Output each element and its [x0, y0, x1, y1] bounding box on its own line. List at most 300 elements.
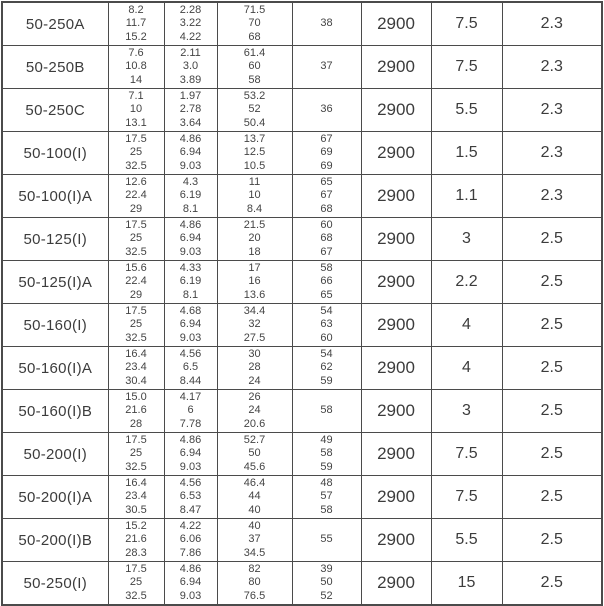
cell-value: 69 — [320, 146, 333, 159]
value-stack — [218, 476, 292, 518]
value-stack — [109, 519, 164, 561]
cell-value: 53.2 — [243, 89, 266, 102]
efficiency-cell — [292, 476, 361, 519]
head-cell — [217, 347, 292, 390]
power-cell: 5.5 — [431, 89, 502, 132]
cell-value: 30.4 — [125, 374, 147, 387]
cell-value: 69 — [320, 159, 333, 172]
cell-value: 59 — [320, 460, 333, 473]
cell-value: 7.6 — [128, 46, 144, 59]
model-cell: 50-200(I)B — [2, 519, 108, 562]
cell-value: 61.4 — [243, 46, 266, 59]
flow-ls-cell — [164, 132, 217, 175]
cell-value: 24 — [248, 374, 261, 387]
speed-cell: 2900 — [361, 218, 431, 261]
value-stack — [293, 132, 361, 174]
cell-value: 8.47 — [179, 503, 202, 516]
cell-value: 10.5 — [243, 159, 266, 172]
efficiency-cell — [292, 2, 361, 46]
value-stack — [293, 433, 361, 475]
cell-value: 8.44 — [179, 374, 202, 387]
power-cell: 3 — [431, 390, 502, 433]
cell-value: 49 — [320, 433, 333, 446]
head-cell — [217, 476, 292, 519]
cell-value: 6.5 — [182, 361, 199, 374]
value-stack — [165, 476, 217, 518]
table-row — [2, 46, 602, 89]
cell-value: 17 — [248, 261, 261, 274]
cell-value: 4.86 — [179, 132, 202, 145]
cell-value: 52.7 — [243, 433, 266, 446]
cell-value: 60 — [320, 331, 333, 344]
value-stack — [109, 562, 164, 604]
value-stack — [109, 218, 164, 260]
value-stack — [109, 46, 164, 88]
value-stack — [109, 304, 164, 346]
cell-value: 38 — [320, 17, 333, 30]
flow-ls-cell — [164, 519, 217, 562]
cell-value: 6.06 — [179, 533, 202, 546]
table-row — [2, 261, 602, 304]
flow-ls-cell — [164, 433, 217, 476]
cell-value: 22.4 — [125, 189, 147, 202]
cell-value: 17.5 — [125, 562, 147, 575]
cell-value: 65 — [320, 288, 333, 301]
npsh-cell: 2.5 — [502, 476, 602, 519]
cell-value: 32.5 — [125, 460, 147, 473]
cell-value: 9.03 — [179, 460, 202, 473]
cell-value: 4.86 — [179, 433, 202, 446]
flow-ls-cell — [164, 2, 217, 46]
cell-value: 48 — [320, 476, 333, 489]
cell-value: 12.6 — [125, 175, 147, 188]
value-stack — [218, 46, 292, 88]
value-stack — [165, 3, 217, 45]
cell-value: 30 — [248, 347, 261, 360]
cell-value: 2.28 — [179, 3, 202, 16]
cell-value: 60 — [248, 60, 261, 73]
value-stack — [109, 89, 164, 131]
cell-value: 15.2 — [125, 519, 147, 532]
cell-value: 6.19 — [179, 275, 202, 288]
cell-value: 13.7 — [243, 132, 266, 145]
cell-value: 13.6 — [243, 288, 266, 301]
cell-value: 50 — [320, 576, 333, 589]
head-cell — [217, 562, 292, 606]
value-stack — [293, 175, 361, 217]
value-stack — [293, 89, 361, 131]
power-cell: 5.5 — [431, 519, 502, 562]
table-row — [2, 89, 602, 132]
speed-cell: 2900 — [361, 89, 431, 132]
head-cell — [217, 304, 292, 347]
cell-value: 3.64 — [179, 116, 202, 129]
npsh-cell: 2.5 — [502, 519, 602, 562]
value-stack — [109, 132, 164, 174]
value-stack — [165, 132, 217, 174]
cell-value: 4.22 — [179, 30, 202, 43]
flow-m3h-cell — [108, 89, 164, 132]
table-row — [2, 347, 602, 390]
flow-ls-cell — [164, 261, 217, 304]
efficiency-cell — [292, 304, 361, 347]
power-cell: 7.5 — [431, 476, 502, 519]
value-stack — [165, 519, 217, 561]
cell-value: 37 — [248, 533, 261, 546]
flow-ls-cell — [164, 46, 217, 89]
cell-value: 39 — [320, 562, 333, 575]
cell-value: 6.94 — [179, 318, 202, 331]
npsh-cell: 2.3 — [502, 132, 602, 175]
value-stack — [165, 46, 217, 88]
cell-value: 50 — [248, 447, 261, 460]
speed-cell: 2900 — [361, 347, 431, 390]
cell-value: 58 — [320, 404, 333, 417]
model-cell: 50-250A — [2, 2, 108, 46]
flow-m3h-cell — [108, 347, 164, 390]
cell-value: 9.03 — [179, 159, 202, 172]
power-cell: 1.1 — [431, 175, 502, 218]
speed-cell: 2900 — [361, 433, 431, 476]
efficiency-cell — [292, 261, 361, 304]
flow-m3h-cell — [108, 218, 164, 261]
cell-value: 21.6 — [125, 404, 147, 417]
cell-value: 18 — [248, 245, 261, 258]
cell-value: 54 — [320, 347, 333, 360]
cell-value: 6.53 — [179, 490, 202, 503]
cell-value: 37 — [320, 60, 333, 73]
cell-value: 27.5 — [243, 331, 266, 344]
cell-value: 17.5 — [125, 304, 147, 317]
cell-value: 40 — [248, 519, 261, 532]
cell-value: 24 — [248, 404, 261, 417]
cell-value: 6.94 — [179, 447, 202, 460]
flow-ls-cell — [164, 175, 217, 218]
efficiency-cell — [292, 46, 361, 89]
value-stack — [109, 347, 164, 389]
flow-m3h-cell — [108, 175, 164, 218]
table-row — [2, 476, 602, 519]
cell-value: 71.5 — [243, 3, 266, 16]
cell-value: 7.78 — [179, 417, 202, 430]
value-stack — [293, 347, 361, 389]
power-cell: 7.5 — [431, 433, 502, 476]
cell-value: 59 — [320, 374, 333, 387]
value-stack — [218, 433, 292, 475]
cell-value: 25 — [129, 146, 143, 159]
model-cell: 50-100(I)A — [2, 175, 108, 218]
table-row — [2, 519, 602, 562]
value-stack — [109, 476, 164, 518]
cell-value: 82 — [248, 562, 261, 575]
flow-ls-cell — [164, 347, 217, 390]
speed-cell: 2900 — [361, 390, 431, 433]
cell-value: 66 — [320, 275, 333, 288]
value-stack — [218, 3, 292, 45]
cell-value: 3.0 — [182, 60, 199, 73]
pump-spec-table — [1, 1, 603, 606]
cell-value: 63 — [320, 318, 333, 331]
npsh-cell: 2.5 — [502, 304, 602, 347]
cell-value: 25 — [129, 232, 143, 245]
cell-value: 44 — [248, 490, 261, 503]
value-stack — [293, 519, 361, 561]
flow-m3h-cell — [108, 261, 164, 304]
model-cell: 50-160(I)B — [2, 390, 108, 433]
cell-value: 16 — [248, 275, 261, 288]
cell-value: 9.03 — [179, 589, 202, 602]
cell-value: 20 — [248, 232, 261, 245]
value-stack — [293, 218, 361, 260]
npsh-cell: 2.5 — [502, 347, 602, 390]
value-stack — [218, 89, 292, 131]
value-stack — [165, 175, 217, 217]
value-stack — [293, 562, 361, 604]
value-stack — [165, 390, 217, 432]
cell-value: 68 — [320, 232, 333, 245]
cell-value: 45.6 — [243, 460, 266, 473]
cell-value: 7.1 — [128, 89, 144, 102]
cell-value: 21.5 — [243, 218, 266, 231]
cell-value: 6.19 — [179, 189, 202, 202]
flow-m3h-cell — [108, 304, 164, 347]
power-cell: 4 — [431, 347, 502, 390]
flow-m3h-cell — [108, 46, 164, 89]
cell-value: 60 — [320, 218, 333, 231]
cell-value: 29 — [129, 202, 143, 215]
table-row — [2, 2, 602, 46]
cell-value: 1.97 — [179, 89, 202, 102]
cell-value: 28 — [248, 361, 261, 374]
cell-value: 10 — [248, 189, 261, 202]
value-stack — [165, 261, 217, 303]
cell-value: 25 — [129, 447, 143, 460]
value-stack — [293, 476, 361, 518]
cell-value: 32.5 — [125, 589, 147, 602]
value-stack — [218, 519, 292, 561]
cell-value: 28.3 — [125, 546, 147, 559]
cell-value: 76.5 — [243, 589, 266, 602]
flow-m3h-cell — [108, 519, 164, 562]
value-stack — [109, 261, 164, 303]
model-cell: 50-250C — [2, 89, 108, 132]
model-cell: 50-100(I) — [2, 132, 108, 175]
cell-value: 4.22 — [179, 519, 202, 532]
efficiency-cell — [292, 433, 361, 476]
value-stack — [165, 304, 217, 346]
cell-value: 36 — [320, 103, 333, 116]
efficiency-cell — [292, 562, 361, 606]
cell-value: 80 — [248, 576, 261, 589]
flow-ls-cell — [164, 304, 217, 347]
cell-value: 13.1 — [125, 116, 147, 129]
head-cell — [217, 433, 292, 476]
cell-value: 40 — [248, 503, 261, 516]
value-stack — [218, 562, 292, 604]
cell-value: 28 — [129, 417, 143, 430]
head-cell — [217, 46, 292, 89]
cell-value: 58 — [320, 261, 333, 274]
value-stack — [218, 347, 292, 389]
cell-value: 57 — [320, 490, 333, 503]
value-stack — [165, 218, 217, 260]
cell-value: 6 — [187, 404, 194, 417]
head-cell — [217, 89, 292, 132]
table-row — [2, 175, 602, 218]
cell-value: 25 — [129, 576, 143, 589]
npsh-cell: 2.5 — [502, 433, 602, 476]
cell-value: 26 — [248, 390, 261, 403]
cell-value: 67 — [320, 189, 333, 202]
cell-value: 62 — [320, 361, 333, 374]
cell-value: 8.1 — [182, 202, 199, 215]
speed-cell: 2900 — [361, 46, 431, 89]
npsh-cell: 2.3 — [502, 175, 602, 218]
cell-value: 8.2 — [128, 3, 144, 16]
value-stack — [218, 132, 292, 174]
cell-value: 21.6 — [125, 533, 147, 546]
value-stack — [218, 175, 292, 217]
cell-value: 30.5 — [125, 503, 147, 516]
cell-value: 15.2 — [125, 30, 147, 43]
value-stack — [109, 175, 164, 217]
speed-cell: 2900 — [361, 132, 431, 175]
head-cell — [217, 390, 292, 433]
efficiency-cell — [292, 390, 361, 433]
cell-value: 2.78 — [179, 103, 202, 116]
power-cell: 1.5 — [431, 132, 502, 175]
head-cell — [217, 132, 292, 175]
power-cell: 7.5 — [431, 46, 502, 89]
efficiency-cell — [292, 132, 361, 175]
cell-value: 50.4 — [243, 116, 266, 129]
flow-m3h-cell — [108, 2, 164, 46]
speed-cell: 2900 — [361, 261, 431, 304]
value-stack — [165, 562, 217, 604]
cell-value: 14 — [129, 73, 143, 86]
head-cell — [217, 218, 292, 261]
model-cell: 50-125(I) — [2, 218, 108, 261]
speed-cell: 2900 — [361, 562, 431, 606]
efficiency-cell — [292, 89, 361, 132]
value-stack — [218, 261, 292, 303]
value-stack — [293, 390, 361, 432]
cell-value: 4.33 — [179, 261, 202, 274]
cell-value: 55 — [320, 533, 333, 546]
cell-value: 17.5 — [125, 433, 147, 446]
cell-value: 32.5 — [125, 331, 147, 344]
value-stack — [109, 433, 164, 475]
value-stack — [109, 390, 164, 432]
cell-value: 4.68 — [179, 304, 202, 317]
cell-value: 3.89 — [179, 73, 202, 86]
speed-cell: 2900 — [361, 519, 431, 562]
cell-value: 6.94 — [179, 232, 202, 245]
table-row — [2, 132, 602, 175]
cell-value: 29 — [129, 288, 143, 301]
value-stack — [293, 261, 361, 303]
flow-m3h-cell — [108, 562, 164, 606]
cell-value: 68 — [248, 30, 261, 43]
power-cell: 4 — [431, 304, 502, 347]
npsh-cell: 2.5 — [502, 261, 602, 304]
cell-value: 34.5 — [243, 546, 266, 559]
flow-ls-cell — [164, 390, 217, 433]
efficiency-cell — [292, 175, 361, 218]
table-row — [2, 304, 602, 347]
value-stack — [293, 3, 361, 45]
power-cell: 3 — [431, 218, 502, 261]
speed-cell: 2900 — [361, 304, 431, 347]
cell-value: 4.17 — [179, 390, 202, 403]
npsh-cell: 2.5 — [502, 390, 602, 433]
cell-value: 32 — [248, 318, 261, 331]
cell-value: 12.5 — [243, 146, 266, 159]
table-row — [2, 390, 602, 433]
model-cell: 50-250(I) — [2, 562, 108, 606]
head-cell — [217, 519, 292, 562]
cell-value: 20.6 — [243, 417, 266, 430]
cell-value: 25 — [129, 318, 143, 331]
cell-value: 52 — [248, 103, 261, 116]
value-stack — [218, 304, 292, 346]
npsh-cell: 2.5 — [502, 218, 602, 261]
model-cell: 50-125(I)A — [2, 261, 108, 304]
value-stack — [109, 3, 164, 45]
table-row — [2, 433, 602, 476]
cell-value: 22.4 — [125, 275, 147, 288]
cell-value: 17.5 — [125, 218, 147, 231]
cell-value: 9.03 — [179, 245, 202, 258]
power-cell: 2.2 — [431, 261, 502, 304]
efficiency-cell — [292, 519, 361, 562]
cell-value: 2.11 — [180, 46, 201, 59]
head-cell — [217, 175, 292, 218]
npsh-cell: 2.3 — [502, 89, 602, 132]
cell-value: 10.8 — [125, 60, 147, 73]
cell-value: 67 — [320, 245, 333, 258]
value-stack — [165, 433, 217, 475]
cell-value: 15.0 — [125, 390, 147, 403]
flow-m3h-cell — [108, 476, 164, 519]
cell-value: 16.4 — [125, 476, 147, 489]
cell-value: 6.94 — [179, 576, 202, 589]
value-stack — [218, 218, 292, 260]
speed-cell: 2900 — [361, 2, 431, 46]
cell-value: 65 — [320, 175, 333, 188]
table-row — [2, 218, 602, 261]
cell-value: 4.56 — [179, 347, 202, 360]
cell-value: 10 — [129, 103, 143, 116]
flow-ls-cell — [164, 218, 217, 261]
cell-value: 15.6 — [125, 261, 147, 274]
cell-value: 46.4 — [243, 476, 266, 489]
value-stack — [293, 46, 361, 88]
cell-value: 4.86 — [179, 562, 202, 575]
speed-cell: 2900 — [361, 175, 431, 218]
cell-value: 11 — [248, 175, 261, 188]
speed-cell: 2900 — [361, 476, 431, 519]
cell-value: 52 — [320, 589, 333, 602]
value-stack — [165, 89, 217, 131]
npsh-cell: 2.5 — [502, 562, 602, 606]
cell-value: 68 — [320, 202, 333, 215]
flow-ls-cell — [164, 476, 217, 519]
cell-value: 54 — [320, 304, 333, 317]
cell-value: 23.4 — [125, 361, 147, 374]
cell-value: 11.7 — [125, 17, 147, 30]
cell-value: 67 — [320, 132, 333, 145]
